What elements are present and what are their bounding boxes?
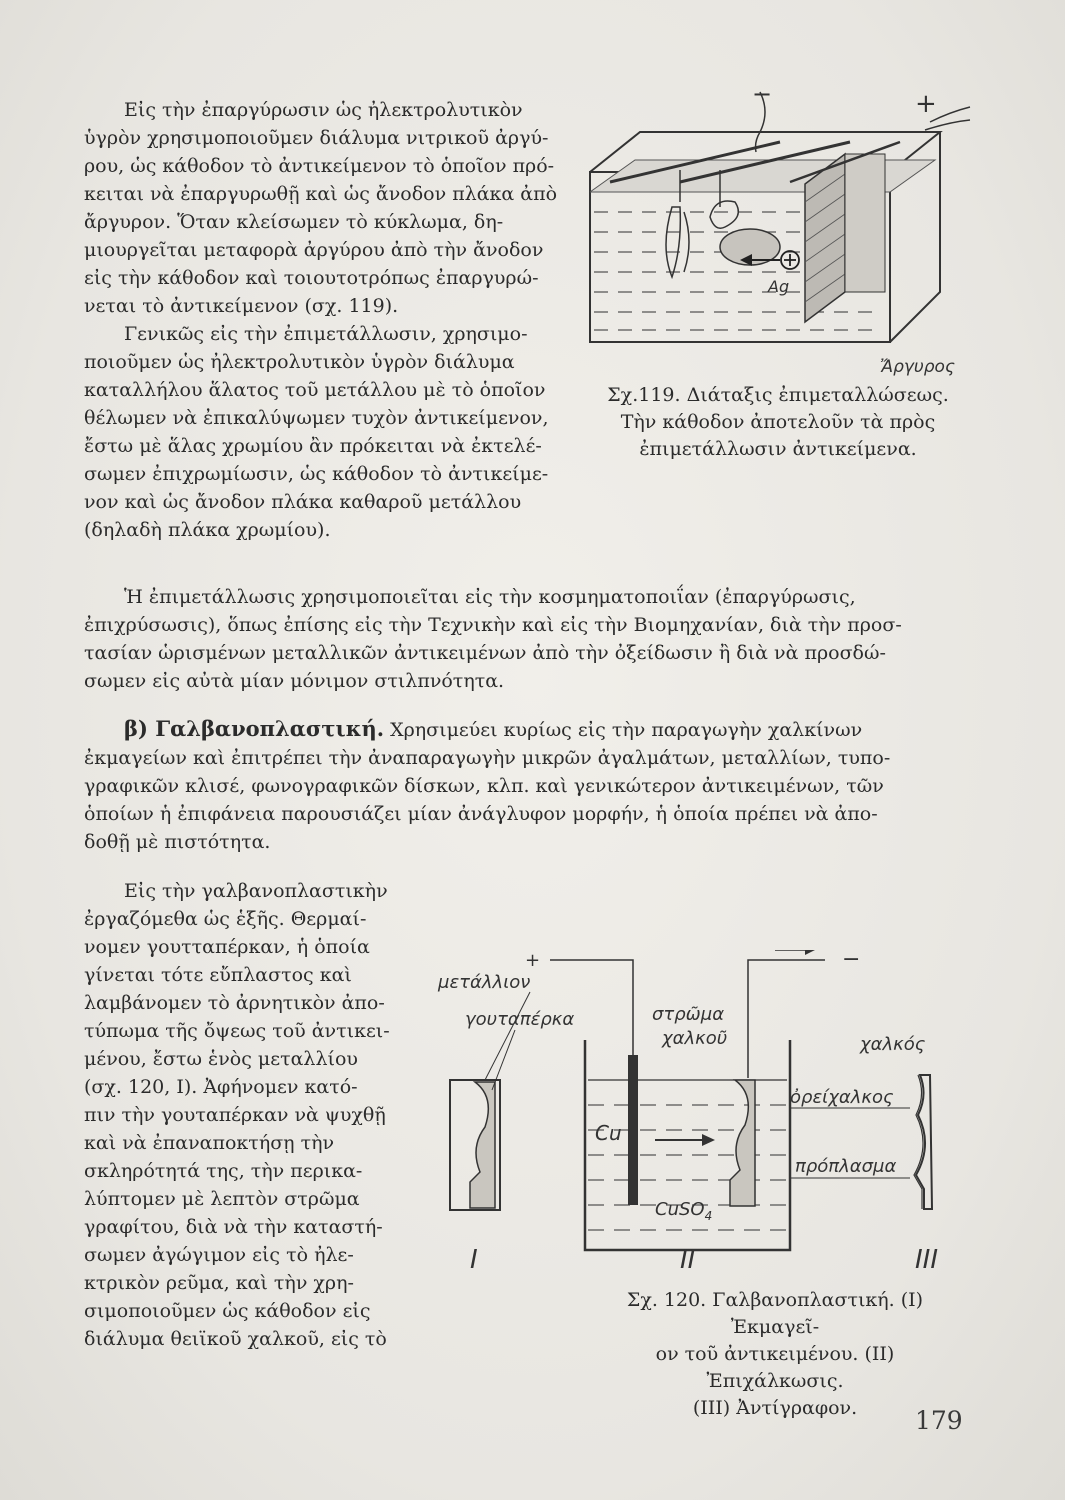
section-galvanoplasty [84, 715, 944, 856]
caption-line: Σχ. 120. Γαλβανοπλαστική. (Ι) Ἐκμαγεῖ- [626, 1289, 924, 1338]
text-line: ποιοῦμεν ὡς ἠλεκτρολυτικὸν ὑγρὸν διάλυμα [84, 351, 515, 373]
text-line: τύπωμα τῆς ὄψεως τοῦ ἀντικει- [84, 1020, 390, 1042]
text-line: ὑγρὸν χρησιμοποιοῦμεν διάλυμα νιτρικοῦ ἀργύ- [84, 127, 549, 149]
text-line: γίνεται τότε εὔπλαστος καὶ [84, 964, 352, 986]
text-line: γραφίτου, διὰ νὰ τὴν καταστή- [84, 1216, 383, 1238]
paragraph-procedure [84, 877, 420, 1353]
text-line: Ἡ ἐπιμετάλλωσις χρησιμοποιεῖται εἰς τὴν κοσμηματοποιΐαν (ἐπαργύρωσις, [124, 586, 856, 608]
text-line: σωμεν ἐπιχρωμίωσιν, ὡς κάθοδον τὸ ἀντικείμε- [84, 463, 549, 485]
plus-label: + [525, 950, 541, 971]
figure-120-caption [585, 1287, 965, 1422]
proplasma-label: πρόπλασμα [795, 1156, 897, 1177]
text-line: νομεν γουτταπέρκαν, ἡ ὁποία [84, 936, 370, 958]
page-number: 179 [915, 1406, 963, 1435]
text-line: θέλωμεν νὰ ἐπικαλύψωμεν τυχὸν ἀντικείμενον, [84, 407, 549, 429]
text-line: λύπτομεν μὲ λεπτὸν στρῶμα [84, 1188, 360, 1210]
stroma-label: στρῶμα [652, 1004, 725, 1025]
silver-anode-plate [805, 154, 885, 322]
text-line: μένου, ἔστω ἑνὸς μεταλλίου [84, 1048, 358, 1070]
text-line: Εἰς τὴν ἐπαργύρωσιν ὡς ἠλεκτρολυτικὸν [124, 99, 523, 121]
figure-119-plating-tank [580, 82, 980, 382]
text-line: κειται νὰ ἐπαργυρωθῇ καὶ ὡς ἄνοδον πλάκα ἀπὸ [84, 183, 558, 205]
text-line: πιν τὴν γουταπέρκαν νὰ ψυχθῇ [84, 1104, 386, 1126]
plating-bath-part-ii [525, 950, 860, 1275]
text-line: διάλυμα θειϊκοῦ χαλκοῦ, εἰς τὸ [84, 1328, 387, 1350]
section-heading: β) Γαλβανοπλαστική. [124, 716, 385, 741]
text-line: ἐργαζόμεθα ὡς ἑξῆς. Θερμαί- [84, 908, 367, 930]
text-line: ρου, ὡς κάθοδον τὸ ἀντικείμενον τὸ ὁποῖον πρό- [84, 155, 555, 177]
oreichalkos-label: ὀρείχαλκος [790, 1087, 894, 1108]
text-line: Εἰς τὴν γαλβανοπλαστικὴν [124, 880, 388, 902]
text-line: ἄργυρον. Ὅταν κλείσωμεν τὸ κύκλωμα, δη- [84, 211, 504, 233]
cu-label: Cu [595, 1121, 622, 1145]
text-line: καὶ νὰ ἐπαναποκτήσῃ τὴν [84, 1132, 335, 1154]
heading-line-rest: Χρησιμεύει κυρίως εἰς τὴν παραγωγὴν χαλκίνων [384, 719, 863, 741]
roman-ii-label: II [680, 1245, 696, 1275]
plus-label: + [915, 89, 937, 119]
minus-label: − [842, 950, 861, 972]
text-line: ὁποίων ἡ ἐπιφάνεια παρουσιάζει μίαν ἀνάγλυφον μορφήν, ἡ ὁποία πρέπει νὰ ἀπο- [84, 803, 878, 825]
text-line: νον καὶ ὡς ἄνοδον πλάκα καθαροῦ μετάλλου [84, 491, 522, 513]
copy-part-iii [790, 1034, 938, 1275]
text-line: εἰς τὴν κάθοδον καὶ τοιουτοτρόπως ἐπαργυρώ- [84, 267, 539, 289]
text-line: γραφικῶν κλισέ, φωνογραφικῶν δίσκων, κλπ. καὶ γενικώτερον ἀντικειμένων, τῶν [84, 775, 884, 797]
roman-iii-label: III [915, 1245, 939, 1275]
text-line: δοθῇ μὲ πιστότητα. [84, 831, 271, 853]
text-line: κτρικὸν ρεῦμα, καὶ τὴν χρη- [84, 1272, 354, 1294]
chalkou-label: χαλκοῦ [662, 1028, 728, 1049]
figure-120-galvanoplasty [430, 950, 950, 1280]
goutaperka-label: γουταπέρκα [465, 1009, 575, 1030]
text-line: μιουργεῖται μεταφορὰ ἀργύρου ἀπὸ τὴν ἄνοδον [84, 239, 544, 261]
mold-part-i [437, 972, 574, 1275]
text-line: λαμβάνομεν τὸ ἀρνητικὸν ἀπο- [84, 992, 385, 1014]
text-line [84, 715, 944, 744]
metallion-label: μετάλλιον [438, 972, 531, 993]
text-line: Γενικῶς εἰς τὴν ἐπιμετάλλωσιν, χρησιμο- [124, 323, 528, 345]
ag-label: Ag [768, 277, 790, 296]
minus-label: − [752, 82, 773, 108]
text-line: (σχ. 120, Ι). Ἀφήνομεν κατό- [84, 1076, 358, 1098]
paragraph-applications [84, 583, 944, 695]
text-line: ἔστω μὲ ἅλας χρωμίου ἂν πρόκειται νὰ ἐκτελέ- [84, 435, 542, 457]
chalkos-label: χαλκός [860, 1034, 926, 1055]
caption-line: (ΙΙΙ) Ἀντίγραφον. [692, 1397, 858, 1419]
text-line: ἐκμαγείων καὶ ἐπιτρέπει τὴν ἀναπαραγωγὴν μικρῶν ἀγαλμάτων, μεταλλίων, τυπο- [84, 747, 891, 769]
text-line: σωμεν εἰς αὐτὰ μίαν μόνιμον στιλπνότητα. [84, 670, 505, 692]
roman-i-label: I [470, 1245, 478, 1275]
plating-tank-diagram [580, 82, 980, 382]
text-line: (δηλαδὴ πλάκα χρωμίου). [84, 519, 331, 541]
galvanoplasty-diagram [430, 950, 950, 1280]
paragraph-silver-plating [84, 96, 584, 544]
cuso4-label: CuSO$_4$ [655, 1199, 713, 1223]
text-line: καταλλήλου ἅλατος τοῦ μετάλλου μὲ τὸ ὁποῖον [84, 379, 546, 401]
caption-line: ον τοῦ ἀντικειμένου. (ΙΙ) Ἐπιχάλκωσις. [655, 1343, 895, 1392]
caption-line: Τὴν κάθοδον ἀποτελοῦν τὰ πρὸς [620, 411, 936, 433]
text-line: ἐπιχρύσωσις), ὅπως ἐπίσης εἰς τὴν Τεχνικὴν καὶ εἰς τὴν Βιομηχανίαν, διὰ τὴν προσ- [84, 614, 902, 636]
argyros-label: Ἄργυρος [880, 357, 955, 377]
text-line: τασίαν ὡρισμένων μεταλλικῶν ἀντικειμένων ἀπὸ τὴν ὀξείδωσιν ἢ διὰ νὰ προσδώ- [84, 642, 886, 664]
text-line: νεται τὸ ἀντικείμενον (σχ. 119). [84, 295, 399, 317]
figure-119-caption [588, 382, 968, 463]
text-line: σκληρότητά της, τὴν περικα- [84, 1160, 363, 1182]
text-line: σιμοποιοῦμεν ὡς κάθοδον εἰς [84, 1300, 371, 1322]
caption-line: ἐπιμετάλλωσιν ἀντικείμενα. [639, 438, 917, 460]
text-line: σωμεν ἀγώγιμον εἰς τὸ ἠλε- [84, 1244, 354, 1266]
caption-line: Σχ.119. Διάταξις ἐπιμεταλλώσεως. [607, 384, 949, 406]
